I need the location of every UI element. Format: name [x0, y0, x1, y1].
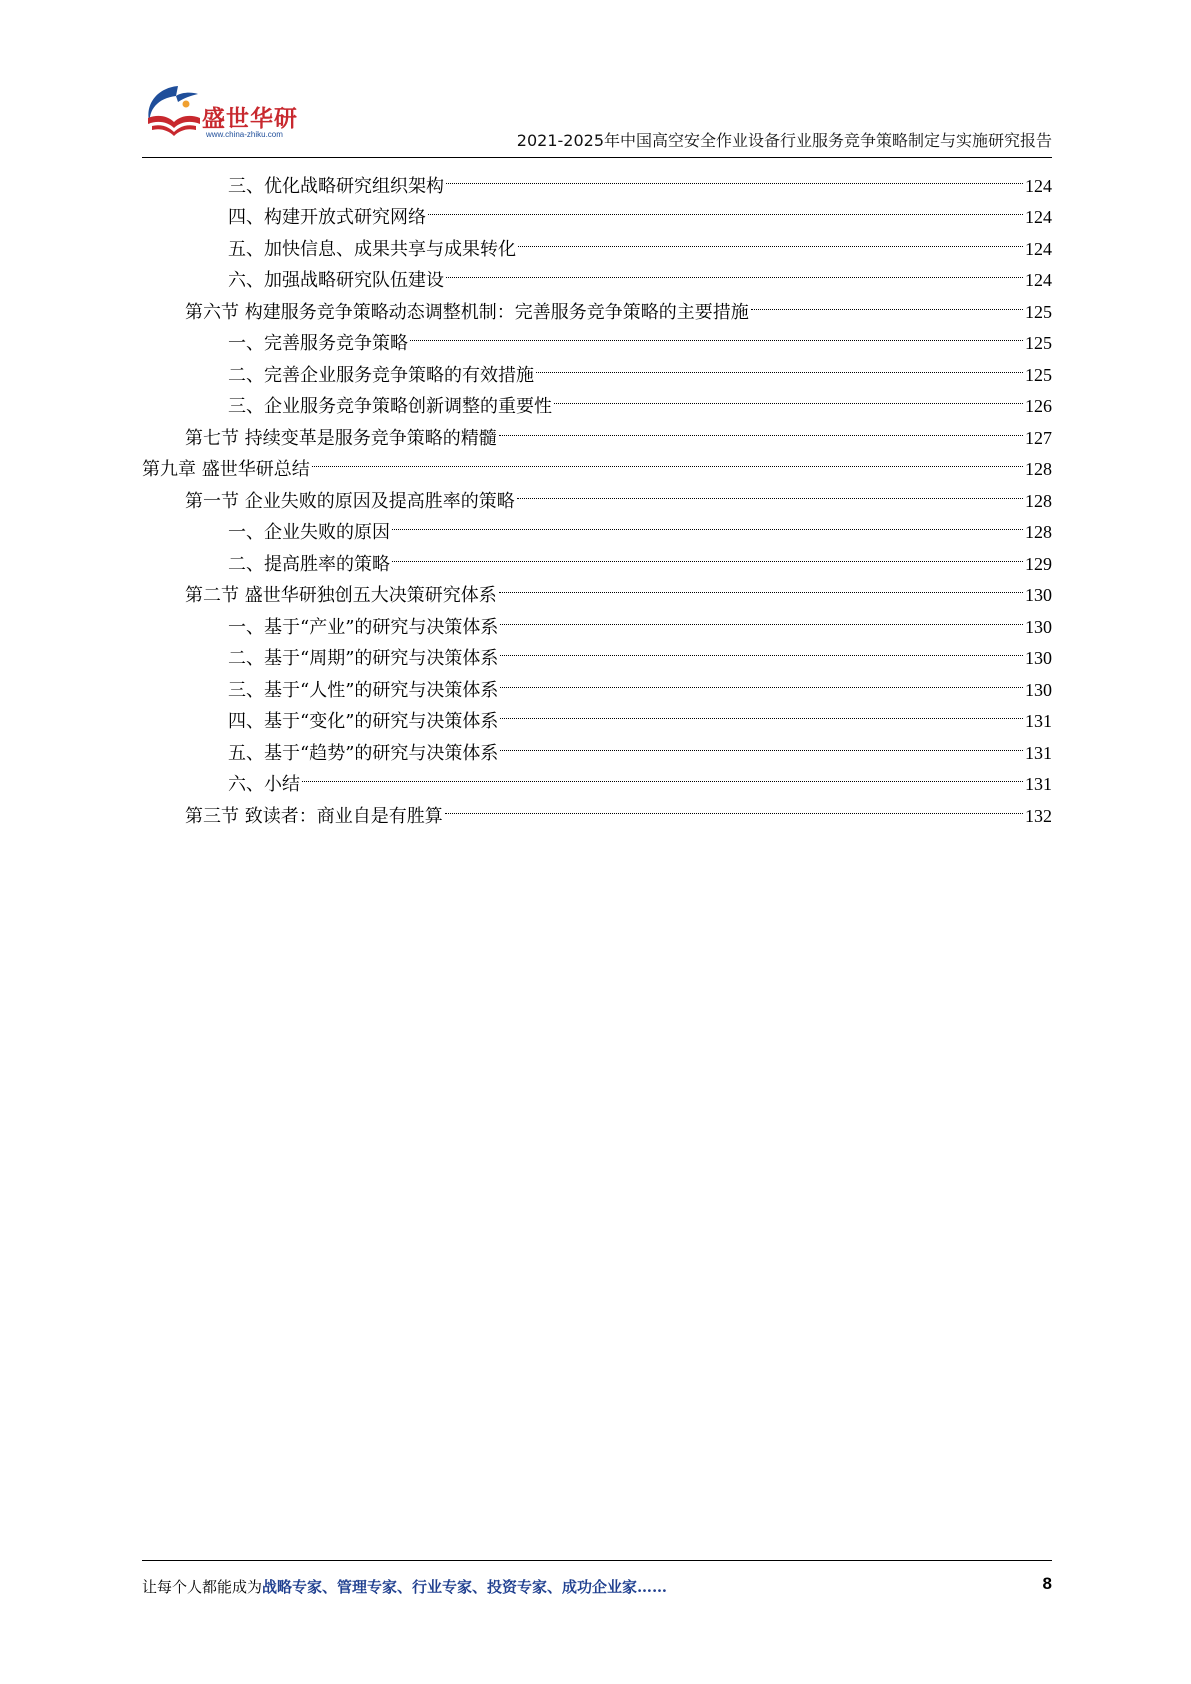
toc-dot-leader	[500, 601, 1023, 633]
toc-entry-page: 124	[1025, 207, 1052, 227]
toc-entry-title: 二、提高胜率的策略	[228, 553, 390, 575]
toc-entry-page: 127	[1025, 427, 1052, 448]
toc-dot-leader	[302, 759, 1023, 791]
toc-entry-page: 131	[1025, 711, 1052, 731]
toc-entry-page: 128	[1025, 459, 1052, 479]
toc-entry-title: 五、加快信息、成果共享与成果转化	[228, 238, 516, 260]
table-of-contents	[142, 160, 1052, 827]
toc-entry-page: 130	[1025, 585, 1052, 605]
toc-entry-title: 六、加强战略研究队伍建设	[228, 270, 444, 291]
toc-dot-leader	[410, 318, 1023, 350]
toc-dot-leader	[445, 790, 1023, 822]
toc-entry-page: 130	[1025, 648, 1052, 668]
toc-entry-title: 五、基于“趋势”的研究与决策体系	[228, 742, 499, 764]
report-title: 2021-2025年中国高空安全作业设备行业服务竞争策略制定与实施研究报告	[516, 131, 1052, 150]
toc-entry-title: 一、完善服务竞争策略	[228, 333, 408, 354]
toc-entry-page: 125	[1025, 301, 1052, 322]
toc-dot-leader	[517, 475, 1023, 507]
toc-entry-title: 四、构建开放式研究网络	[228, 207, 426, 228]
header-divider	[142, 157, 1052, 158]
toc-entry-title: 一、基于“产业”的研究与决策体系	[228, 616, 499, 638]
toc-dot-leader	[392, 507, 1023, 539]
toc-entry-title: 第九章 盛世华研总结	[142, 459, 310, 480]
toc-dot-leader	[554, 381, 1023, 413]
toc-dot-leader	[312, 444, 1023, 476]
toc-entry[interactable]	[142, 160, 1052, 197]
toc-entry-title: 二、基于“周期”的研究与决策体系	[228, 648, 499, 669]
toc-entry-title: 第六节 构建服务竞争策略动态调整机制：完善服务竞争策略的主要措施	[185, 301, 749, 323]
toc-entry-page: 128	[1025, 490, 1052, 511]
toc-entry-page: 125	[1025, 333, 1052, 353]
toc-dot-leader	[446, 255, 1023, 287]
toc-entry-page: 124	[1025, 270, 1052, 290]
toc-entry-title: 三、优化战略研究组织架构	[228, 175, 444, 197]
toc-entry-title: 第三节 致读者：商业自是有胜算	[185, 805, 443, 827]
toc-entry-page: 125	[1025, 364, 1052, 385]
toc-entry-page: 130	[1025, 616, 1052, 637]
toc-dot-leader	[518, 223, 1023, 255]
toc-dot-leader	[536, 349, 1023, 381]
footer-divider	[142, 1560, 1052, 1561]
logo-emblem-icon	[142, 84, 206, 140]
toc-dot-leader	[751, 286, 1023, 318]
toc-entry-title: 第一节 企业失败的原因及提高胜率的策略	[185, 490, 515, 512]
logo-url: www.china-zhiku.com	[206, 130, 283, 139]
toc-entry-page: 130	[1025, 679, 1052, 700]
toc-entry-title: 一、企业失败的原因	[228, 522, 390, 543]
company-logo	[142, 78, 322, 148]
toc-entry-page: 126	[1025, 396, 1052, 416]
toc-dot-leader	[428, 192, 1023, 224]
page-header	[142, 78, 1052, 158]
toc-dot-leader	[392, 538, 1023, 570]
toc-entry-title: 三、基于“人性”的研究与决策体系	[228, 679, 499, 701]
toc-dot-leader	[500, 727, 1023, 759]
logo-text: 盛世华研	[202, 106, 298, 132]
toc-entry-page: 132	[1025, 805, 1052, 826]
toc-dot-leader	[500, 696, 1023, 728]
toc-entry-page: 128	[1025, 522, 1052, 542]
page-number: 8	[1042, 1574, 1052, 1593]
toc-entry-page: 131	[1025, 742, 1052, 763]
toc-entry-page: 129	[1025, 553, 1052, 574]
toc-entry-title: 四、基于“变化”的研究与决策体系	[228, 711, 499, 732]
toc-entry-title: 六、小结	[228, 774, 300, 795]
toc-entry-title: 第二节 盛世华研独创五大决策研究体系	[185, 585, 497, 606]
toc-entry-title: 二、完善企业服务竞争策略的有效措施	[228, 364, 534, 386]
toc-entry-title: 三、企业服务竞争策略创新调整的重要性	[228, 396, 552, 417]
footer-slogan	[142, 1576, 667, 1597]
toc-dot-leader	[499, 570, 1023, 602]
toc-dot-leader	[499, 412, 1023, 444]
toc-dot-leader	[500, 664, 1023, 696]
toc-entry-page: 131	[1025, 774, 1052, 794]
toc-dot-leader	[500, 633, 1023, 665]
toc-dot-leader	[446, 160, 1023, 192]
toc-entry-title: 第七节 持续变革是服务竞争策略的精髓	[185, 427, 497, 449]
toc-entry-page: 124	[1025, 238, 1052, 259]
toc-entry-page: 124	[1025, 175, 1052, 196]
footer-slogan-accent: 战略专家、管理专家、行业专家、投资专家、成功企业家……	[262, 1578, 668, 1596]
footer-slogan-plain: 让每个人都能成为	[142, 1578, 263, 1596]
